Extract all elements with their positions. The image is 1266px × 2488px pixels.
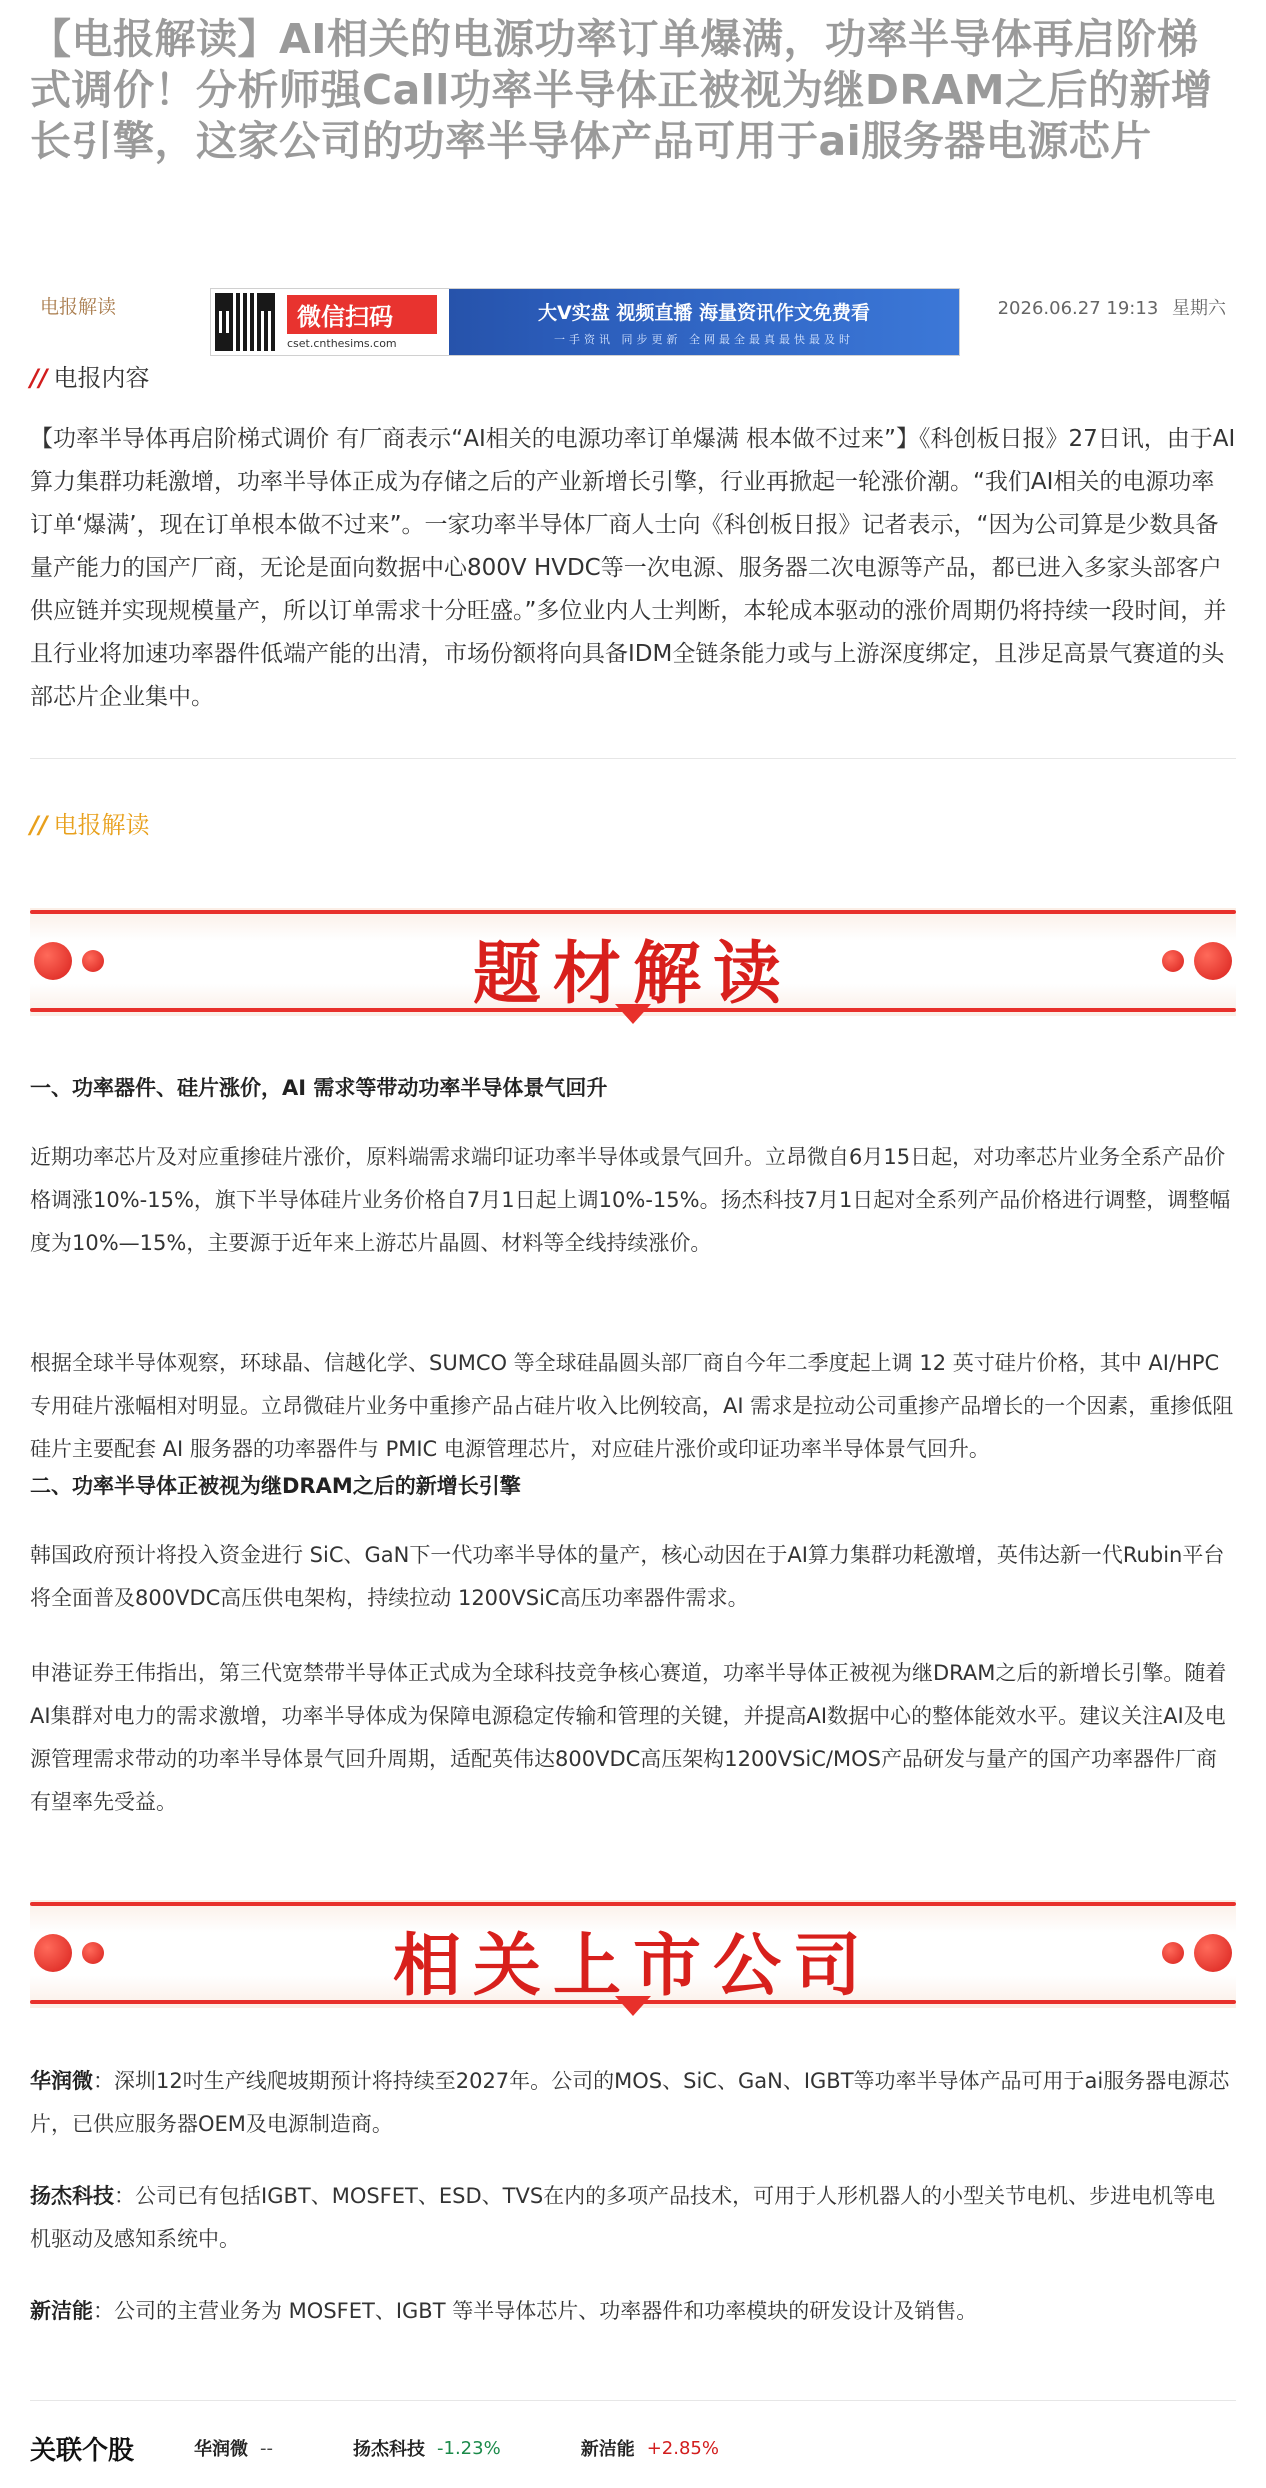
publish-datetime [990, 294, 1226, 320]
company-name[interactable]: 华润微 [30, 2069, 93, 2093]
banner-site: cset.cnthesims.com [287, 336, 397, 350]
topic-ribbon-title: 题材解读 [472, 934, 793, 1014]
double-slash-icon: // [30, 364, 48, 392]
analysis-paragraph-2: 根据全球半导体观察，环球晶、信越化学、SUMCO 等全球硅晶圆头部厂商自今年二季度起上调 12 英寸硅片价格，其中 AI/HPC 专用硅片涨幅相对明显。立昂微硅片业务中重掺产品占硅片收入比例较高，AI 需求是拉动公司重掺产品增长的一个因素，重掺低阻硅片主要配套 AI 服务器的功率器件与 PMIC 电源管理芯片，对应硅片涨价或印证功率半导体景气回升。 [30, 1351, 1234, 1461]
analysis-heading-2: 二、功率半导体正被视为继DRAM之后的新增长引擎 [30, 1474, 521, 1498]
stock-change: -1.23% [437, 2437, 501, 2459]
company-desc: ：公司的主营业务为 MOSFET、IGBT 等半导体芯片、功率器件和功率模块的研发设计及销售。 [93, 2299, 978, 2323]
topic-ribbon [30, 898, 1236, 1026]
company-desc: ：公司已有包括IGBT、MOSFET、ESD、TVS在内的多项产品技术，可用于人形机器人的小型关节电机、步进电机等电机驱动及感知系统中。 [30, 2184, 1216, 2251]
associated-stocks [30, 2428, 1236, 2468]
analysis-heading-1: 一、功率器件、硅片涨价，AI 需求等带动功率半导体景气回升 [30, 1076, 608, 1100]
associated-stocks-title: 关联个股 [30, 2435, 135, 2466]
stock-item[interactable] [581, 2435, 719, 2461]
publish-weekday: 星期六 [1172, 298, 1226, 319]
banner-slogan: 大V实盘 视频直播 海量资讯作文免费看 [538, 301, 870, 324]
company-desc: ：深圳12吋生产线爬坡期预计将持续至2027年。公司的MOS、SiC、GaN、IGBT等功率半导体产品可用于ai服务器电源芯片，已供应服务器OEM及电源制造商。 [30, 2069, 1230, 2136]
section-divider [30, 2400, 1236, 2401]
stock-name: 华润微 [194, 2439, 249, 2460]
stock-change: -- [260, 2437, 274, 2459]
stock-item[interactable] [194, 2435, 273, 2461]
wechat-scan-label: 微信扫码 [287, 295, 437, 334]
wechat-scan-box [279, 289, 449, 355]
analysis-paragraph-4: 申港证券王伟指出，第三代宽禁带半导体正式成为全球科技竞争核心赛道，功率半导体正被视为继DRAM之后的新增长引擎。随着AI集群对电力的需求激增，功率半导体成为保障电源稳定传输和管理的关键，并提高AI数据中心的整体能效水平。建议关注AI及电源管理需求带动的功率半导体景气回升周期，适配英伟达800VDC高压架构1200VSiC/MOS产品研发与量产的国产功率器件厂商有望率先受益。 [30, 1661, 1227, 1814]
banner-promo [449, 289, 959, 355]
company-name[interactable]: 新洁能 [30, 2299, 93, 2323]
double-slash-icon: // [30, 811, 48, 839]
companies-ribbon-title: 相关上市公司 [392, 1926, 873, 2006]
company-item [30, 2060, 1236, 2146]
company-name[interactable]: 扬杰科技 [30, 2184, 114, 2208]
analysis-paragraph-1: 近期功率芯片及对应重掺硅片涨价，原料端需求端印证功率半导体或景气回升。立昂微自6月15日起，对功率芯片业务全系产品价格调涨10%-15%，旗下半导体硅片业务价格自7月1日起上调10%-15%。扬杰科技7月1日起对全系列产品价格进行调整，调整幅度为10%—15%，主要源于近年来上游芯片晶圆、材料等全线持续涨价。 [30, 1145, 1231, 1255]
telegraph-lead: 【功率半导体再启阶梯式调价 有厂商表示“AI相关的电源功率订单爆满 根本做不过来”】《科创板日报》27日讯，由于AI算力集群功耗激增，功率半导体正成为存储之后的产业新增长引擎，行业再掀起一轮涨价潮。“我们AI相关的电源功率订单‘爆满’，现在订单根本做不过来”。一家功率半导体厂商人士向《科创板日报》记者表示，“因为公司算是少数具备量产能力的国产厂商，无论是面向数据中心800V HVDC等一次电源、服务器二次电源等产品，都已进入多家头部客户供应链并实现规模量产，所以订单需求十分旺盛。”多位业内人士判断，本轮成本驱动的涨价周期仍将持续一段时间，并且行业将加速功率器件低端产能的出清，市场份额将向具备IDM全链条能力或与上游深度绑定，且涉足高景气赛道的头部芯片企业集中。 [30, 426, 1236, 710]
section-content-heading [30, 358, 150, 393]
stock-change: +2.85% [646, 2437, 719, 2459]
publish-date: 2026.06.27 19:13 [997, 298, 1159, 319]
category-tag[interactable]: 电报解读 [40, 296, 117, 318]
wechat-qr-banner[interactable] [210, 288, 960, 356]
stock-name: 扬杰科技 [353, 2439, 426, 2460]
company-item [30, 2175, 1236, 2261]
stock-name: 新洁能 [580, 2439, 635, 2460]
stock-item[interactable] [353, 2435, 501, 2461]
article-title: 【电报解读】AI相关的电源功率订单爆满，功率半导体再启阶梯式调价！分析师强Call功率半导体正被视为继DRAM之后的新增长引擎，这家公司的功率半导体产品可用于ai服务器电源芯片 [30, 15, 1213, 165]
companies-ribbon [30, 1890, 1236, 2018]
company-item [30, 2290, 1236, 2333]
banner-subline: 一手资讯 同步更新 全网最全最真最快最及时 [554, 332, 854, 346]
qr-code-icon [211, 289, 279, 355]
analysis-paragraph-3: 韩国政府预计将投入资金进行 SiC、GaN下一代功率半导体的量产，核心动因在于AI算力集群功耗激增，英伟达新一代Rubin平台将全面普及800VDC高压供电架构，持续拉动 1200VSiC高压功率器件需求。 [30, 1543, 1225, 1610]
section-content-label: 电报内容 [53, 364, 150, 392]
section-analysis-label: 电报解读 [53, 811, 150, 839]
section-analysis-heading [30, 805, 150, 840]
article-meta [30, 288, 1236, 358]
section-divider [30, 758, 1236, 759]
